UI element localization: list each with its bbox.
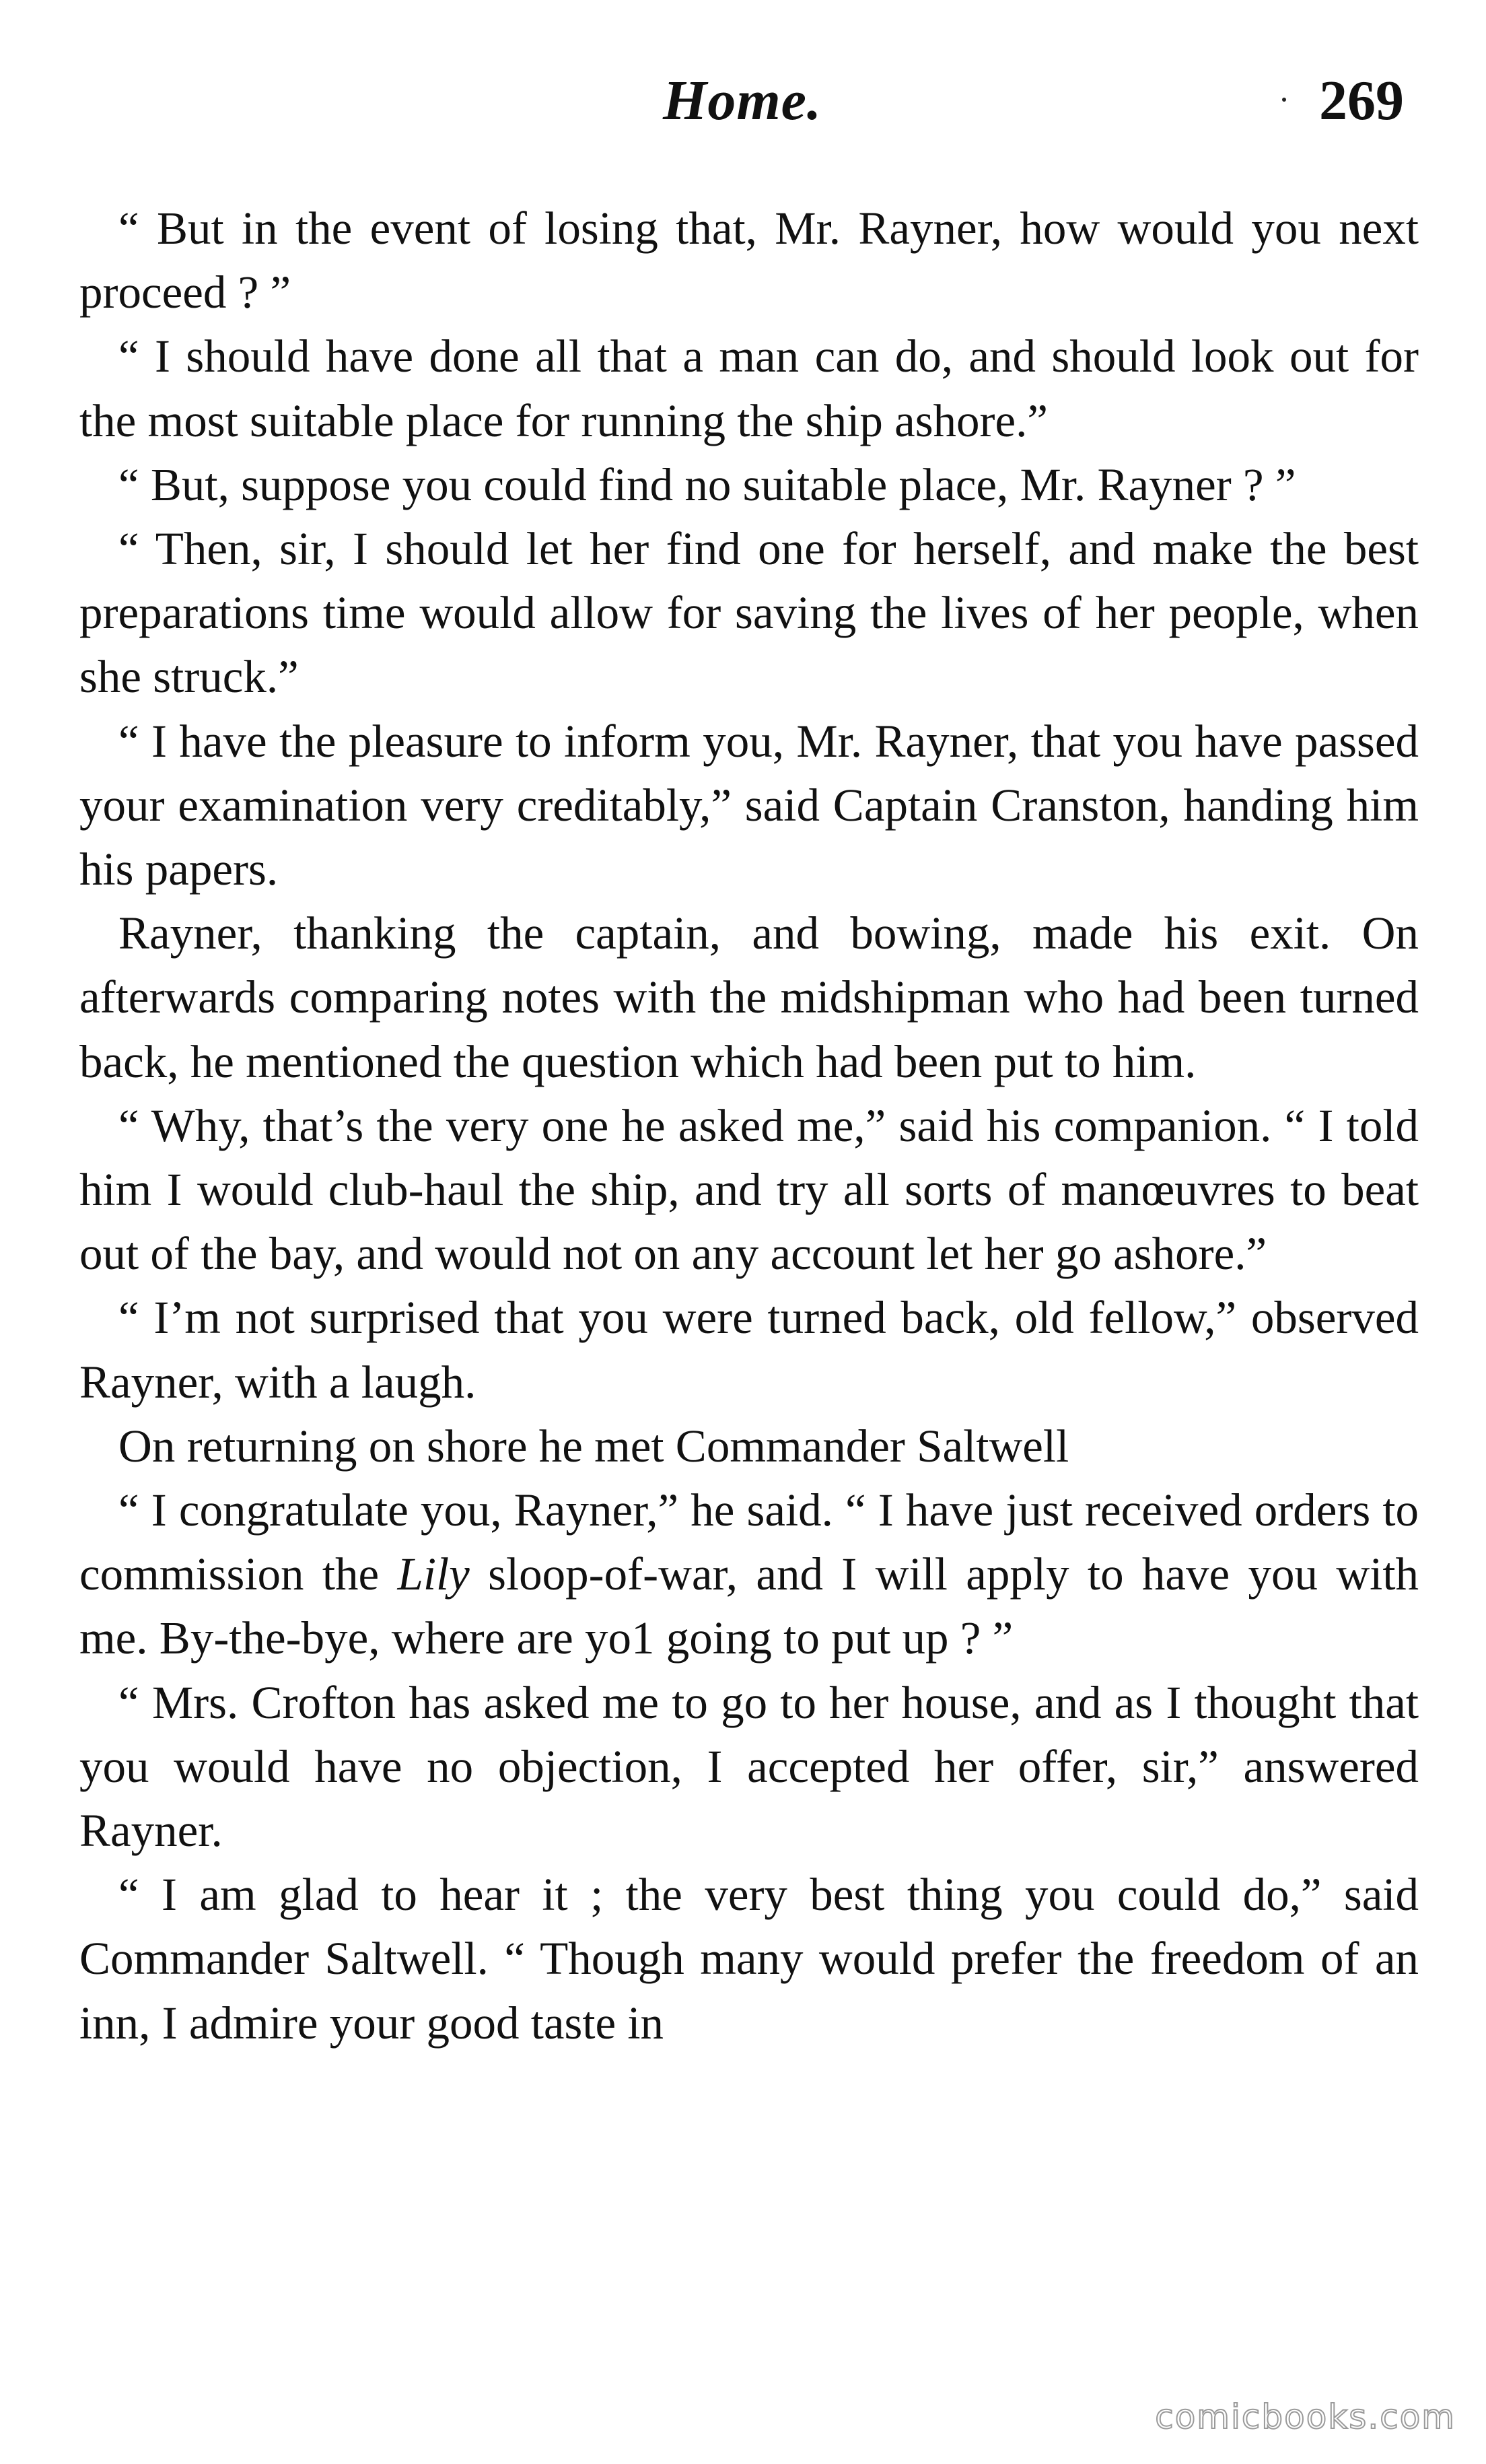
running-title: Home. bbox=[663, 69, 822, 132]
paragraph: “ I’m not surprised that you were turned back, old fellow,” observed Rayner, with a laugh. bbox=[79, 1292, 1419, 1408]
ship-name: Lily bbox=[397, 1548, 470, 1600]
paragraph: “ But in the event of losing that, Mr. Rayner, how would you next proceed ? ” bbox=[79, 203, 1419, 318]
paragraph: “ I have the pleasure to inform you, Mr. Rayner, that you have passed your examination very creditably,” said Captain Cranston, handing him his papers. bbox=[79, 715, 1419, 895]
paragraph: “ I am glad to hear it ; the very best thing you could do,” said Commander Saltwell. “ Though many would prefer the freedom of an inn, I admire your good taste in bbox=[79, 1869, 1419, 2049]
paragraph: Rayner, thanking the captain, and bowing, made his exit. On afterwards comparing notes with the midshipman who had been turned back, he mentioned the question which had been put to him. bbox=[79, 908, 1419, 1087]
paragraph: “ Mrs. Crofton has asked me to go to her house, and as I thought that you would have no objection, I accepted her offer, sir,” answered Rayner. bbox=[79, 1676, 1419, 1857]
paragraph: “ Then, sir, I should let her find one for herself, and make the best preparations time would allow for saving the lives of her people, when she struck.” bbox=[79, 523, 1419, 703]
watermark: comicbooks.com bbox=[1155, 2397, 1456, 2436]
paragraph: “ Why, that’s the very one he asked me,” said his companion. “ I told him I would club-haul the ship, and try all sorts of manœuvres to beat out of the bay, and would not on any account let her go ashore.” bbox=[79, 1099, 1419, 1280]
paragraph-text: “ I congratulate you, Rayner,” he said. “ I have just received orders to commission the bbox=[79, 1484, 1419, 1600]
page-number: 269 bbox=[1319, 69, 1404, 132]
running-head bbox=[0, 64, 1486, 138]
paragraph: On returning on shore he met Commander Saltwell bbox=[118, 1420, 1069, 1472]
paragraph: “ But, suppose you could find no suitable place, Mr. Rayner ? ” bbox=[118, 458, 1296, 510]
paragraph-text: sloop-of-war, and I will apply to have you with me. By-the-bye, where are yo1 going to put up ? ” bbox=[79, 1548, 1419, 1664]
paragraph bbox=[79, 1478, 1419, 1671]
body-text bbox=[79, 197, 1419, 2055]
paragraph: “ I should have done all that a man can do, and should look out for the most suitable place for running the ship ashore.” bbox=[79, 331, 1419, 446]
ink-speck bbox=[1282, 98, 1286, 102]
